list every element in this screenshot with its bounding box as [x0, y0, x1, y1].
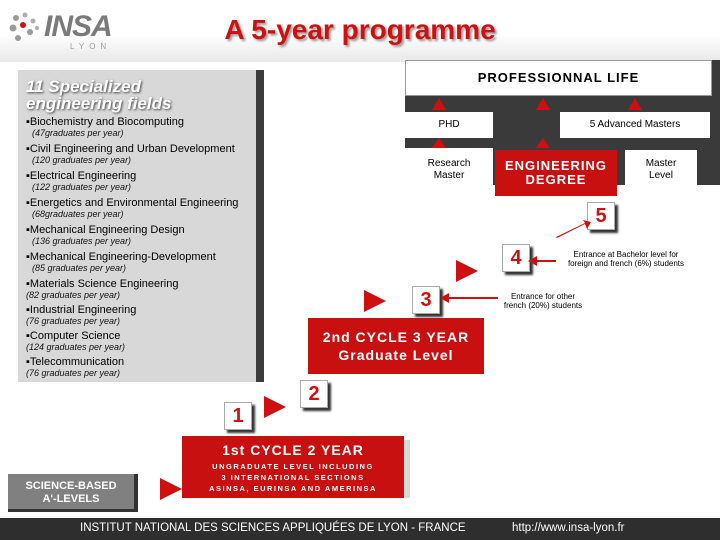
arrow-right-icon	[364, 290, 386, 312]
fields-title-line2: engineering fields	[26, 94, 172, 113]
field-name: ▪ Materials Science Engineering	[26, 278, 179, 290]
year-5-badge: 5	[587, 202, 615, 230]
phd-box: PHD	[405, 112, 493, 138]
arrow-up-icon	[432, 138, 446, 148]
first-cycle-sub-line1: UNGRADUATE LEVEL INCLUDING	[212, 462, 374, 471]
entrance-bachelor-note	[556, 250, 696, 268]
field-name: ▪ Computer Science	[26, 330, 120, 342]
first-cycle-subtitle	[182, 461, 404, 494]
field-count: (136 graduates per year)	[32, 236, 132, 246]
field-count: (47graduates per year)	[32, 128, 124, 138]
field-name: ▪ Mechanical Engineering Design	[26, 224, 185, 236]
logo-dots-icon	[8, 10, 42, 50]
arrow-up-icon	[432, 98, 446, 110]
insa-logo	[8, 6, 128, 56]
arrow-right-icon	[264, 396, 286, 418]
logo-subtext: LYON	[70, 42, 112, 51]
field-name: ▪ Telecommunication	[26, 356, 124, 368]
arrow-right-icon	[456, 260, 478, 282]
slide-title: A 5-year programme	[224, 14, 496, 45]
fields-title	[26, 78, 258, 112]
year-3-badge: 3	[412, 286, 440, 314]
arrow-left-icon	[528, 256, 558, 266]
master-level-line2: Level	[649, 170, 673, 181]
fields-title-line1: 11 Specialized	[26, 77, 141, 96]
arrow-left-icon	[440, 293, 500, 303]
footer-institution: INSTITUT NATIONAL DES SCIENCES APPLIQUÉES DE LYON - FRANCE	[80, 522, 466, 534]
entrance-other-line1: Entrance for other	[510, 292, 576, 301]
first-cycle-sub-line2: 3 INTERNATIONAL SECTIONS	[221, 473, 365, 482]
field-count: (68graduates per year)	[32, 209, 124, 219]
first-cycle-sub-line3: ASINSA, EURINSA AND AMERINSA	[209, 484, 377, 493]
fields-panel-shadow	[256, 70, 264, 382]
entry-line1: SCIENCE-BASED	[25, 480, 117, 492]
engineering-degree-box	[495, 150, 617, 196]
second-cycle-box	[308, 318, 484, 374]
master-level-box	[625, 150, 697, 192]
engineering-degree-line2: DEGREE	[525, 172, 587, 187]
master-level-line1: Master	[645, 158, 677, 169]
field-name: ▪ Civil Engineering and Urban Development	[26, 143, 235, 155]
entry-line2: A'-LEVELS	[42, 493, 100, 505]
footer-url-link[interactable]: http://www.insa-lyon.fr	[512, 522, 625, 534]
research-master-box	[405, 148, 493, 190]
entrance-other-note	[498, 292, 588, 310]
field-name: ▪ Mechanical Engineering-Development	[26, 251, 216, 263]
entrance-bachelor-line2: foreign and french (6%) students	[567, 259, 685, 268]
field-count: (85 graduates per year)	[32, 263, 127, 273]
field-name: ▪ Energetics and Environmental Engineering	[26, 197, 238, 209]
logo-text: INSA	[44, 10, 112, 43]
field-count: (120 graduates per year)	[32, 155, 132, 165]
arrow-up-icon	[536, 138, 550, 148]
arrow-right-icon	[160, 478, 182, 500]
entrance-bachelor-line1: Entrance at Bachelor level for	[573, 250, 679, 259]
research-master-line2: Master	[433, 170, 465, 181]
research-master-line1: Research	[427, 158, 471, 169]
arrow-icon	[555, 220, 595, 240]
arrow-up-icon	[536, 98, 550, 110]
field-count: (124 graduates per year)	[26, 342, 126, 352]
field-name: ▪ Electrical Engineering	[26, 170, 136, 182]
field-count: (82 graduates per year)	[26, 290, 121, 300]
second-cycle-line2: Graduate Level	[338, 347, 454, 363]
year-2-badge: 2	[300, 380, 328, 408]
field-count: (76 graduates per year)	[26, 316, 121, 326]
second-cycle-line1: 2nd CYCLE 3 YEAR	[322, 329, 470, 345]
arrow-up-icon	[628, 98, 642, 110]
field-count: (76 graduates per year)	[26, 368, 121, 378]
entrance-other-line2: french (20%) students	[503, 301, 583, 310]
field-name: ▪ Industrial Engineering	[26, 304, 136, 316]
professional-life-box: PROFESSIONNAL LIFE	[405, 60, 712, 96]
first-cycle-box	[182, 436, 404, 498]
entry-requirements-box	[8, 474, 138, 512]
field-name: ▪ Biochemistry and Biocomputing	[26, 116, 184, 128]
engineering-degree-line1: ENGINEERING	[504, 158, 607, 173]
year-1-badge: 1	[224, 402, 252, 430]
year-4-badge: 4	[502, 244, 530, 272]
first-cycle-title: 1st CYCLE 2 YEAR	[222, 442, 364, 458]
field-count: (122 graduates per year)	[32, 182, 132, 192]
advanced-masters-box: 5 Advanced Masters	[560, 112, 710, 138]
